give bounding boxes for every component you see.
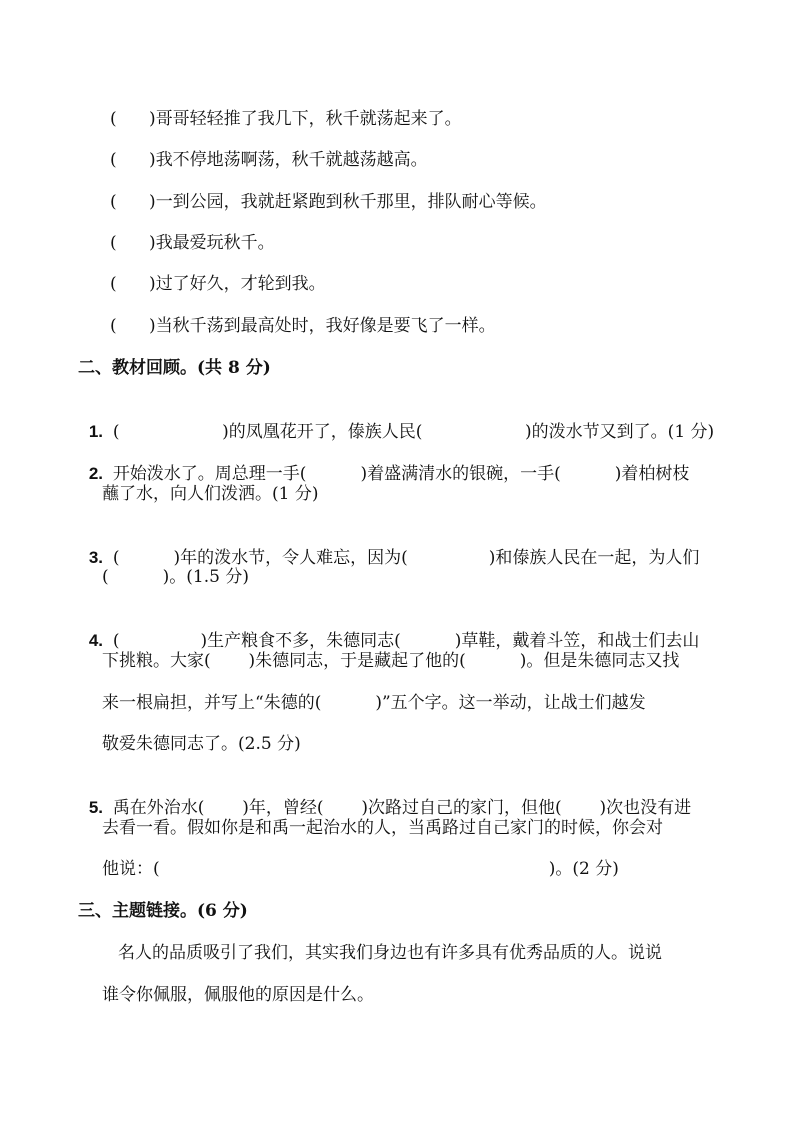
question-2-continued: 蘸了水，向人们泼洒。(1 分)	[102, 484, 319, 504]
question-5-continued: 去看一看。假如你是和禹一起治水的人，当禹路过自己家门的时候，你会对	[102, 818, 663, 838]
question-3	[78, 525, 699, 569]
question-5-continued: 他说：( )。(2 分)	[102, 859, 619, 879]
question-4	[78, 608, 699, 652]
question-text: 开始泼水了。周总理一手( )着盛满清水的银碗，一手( )着柏树枝	[112, 464, 690, 484]
question-5	[78, 775, 691, 819]
paragraph-line: 谁令你佩服，佩服他的原因是什么。	[102, 985, 374, 1005]
question-2	[78, 441, 689, 485]
section-title-theme-link: 三、主题链接。(6 分)	[78, 901, 248, 921]
ordering-item: ( )一到公园，我就赶紧跑到秋千那里，排队耐心等候。	[110, 192, 547, 212]
question-3-continued: ( )。(1.5 分)	[102, 567, 250, 587]
question-1	[78, 399, 714, 443]
ordering-item: ( )过了好久，才轮到我。	[110, 274, 326, 294]
paragraph-line: 名人的品质吸引了我们，其实我们身边也有许多具有优秀品质的人。说说	[118, 943, 662, 963]
ordering-item: ( )哥哥轻轻推了我几下，秋千就荡起来了。	[110, 109, 462, 129]
question-number: 4.	[88, 631, 103, 650]
question-text: 禹在外治水( )年，曾经( )次路过自己的家门，但他( )次也没有进	[112, 798, 692, 818]
question-number: 2.	[88, 464, 103, 483]
question-number: 1.	[88, 422, 103, 441]
ordering-item: ( )当秋千荡到最高处时，我好像是要飞了一样。	[110, 316, 496, 336]
question-number: 3.	[88, 548, 103, 567]
question-text: ( )的凤凰花开了，傣族人民( )的泼水节又到了。(1 分)	[112, 422, 715, 442]
section-title-textbook-review: 二、教材回顾。(共 8 分)	[78, 358, 271, 378]
question-4-continued: 下挑粮。大家( )朱德同志，于是藏起了他的( )。但是朱德同志又找	[102, 651, 680, 671]
question-number: 5.	[88, 798, 103, 817]
ordering-item: ( )我最爱玩秋千。	[110, 233, 275, 253]
ordering-item: ( )我不停地荡啊荡，秋千就越荡越高。	[110, 150, 428, 170]
question-text: ( )年的泼水节，令人难忘，因为( )和傣族人民在一起，为人们	[112, 548, 700, 568]
question-4-continued: 敬爱朱德同志了。(2.5 分)	[102, 734, 301, 754]
question-4-continued: 来一根扁担，并写上“朱德的( )”五个字。这一举动，让战士们越发	[102, 693, 646, 713]
question-text: ( )生产粮食不多，朱德同志( )草鞋，戴着斗笠，和战士们去山	[112, 631, 700, 651]
